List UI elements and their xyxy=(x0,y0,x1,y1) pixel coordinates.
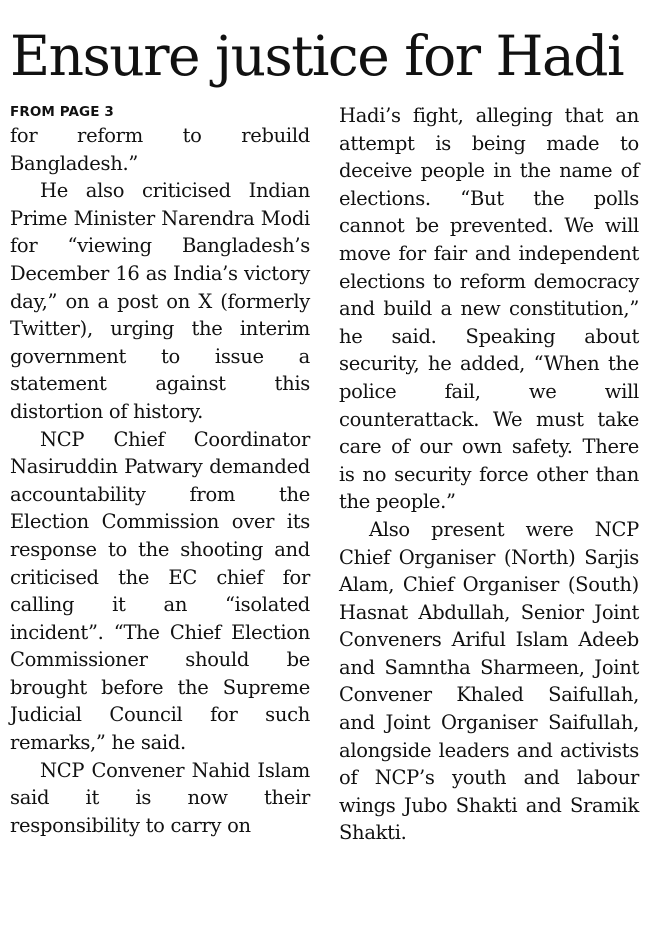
paragraph: NCP Chief Coordinator Nasiruddin Patwary demanded accountability from the Election Commission over its response to the shooting and criticised the EC chief for calling it an “isolated incident”. “The Chief Election Commissioner should be brought before the Supreme Judicial Council for such remarks,” he said. xyxy=(10,427,310,755)
paragraph: Also present were NCP Chief Organiser (North) Sarjis Alam, Chief Organiser (South) Hasnat Abdullah, Senior Joint Conveners Ariful Islam Adeeb and Samntha Sharmeen, Joint Convener Khaled Saifullah, and Joint Organiser Saifullah, alongside leaders and activists of NCP’s youth and labour wings Jubo Shakti and Sramik Shakti. xyxy=(339,517,639,845)
paragraph: NCP Convener Nahid Islam said it is now their responsibility to carry on xyxy=(10,758,310,837)
continuation-kicker: FROM PAGE 3 xyxy=(10,104,114,120)
left-column xyxy=(10,102,310,839)
paragraph: for reform to rebuild Bangladesh.” xyxy=(10,124,310,175)
right-column xyxy=(339,102,639,847)
paragraph: Hadi’s fight, alleging that an attempt is being made to deceive people in the name of elections. “But the polls cannot be prevented. We will move for fair and independent elections to reform democracy and build a new constitution,” he said. Speaking about security, he added, “When the police fail, we will counterattack. We must take care of our own safety. There is no security force other than the people.” xyxy=(339,104,639,514)
headline: Ensure justice for Hadi xyxy=(10,24,624,88)
paragraph: He also criticised Indian Prime Minister Narendra Modi for “viewing Bangladesh’s December 16 as India’s victory day,” on a post on X (formerly Twitter), urging the interim government to issue a statement against this distortion of history. xyxy=(10,179,310,423)
